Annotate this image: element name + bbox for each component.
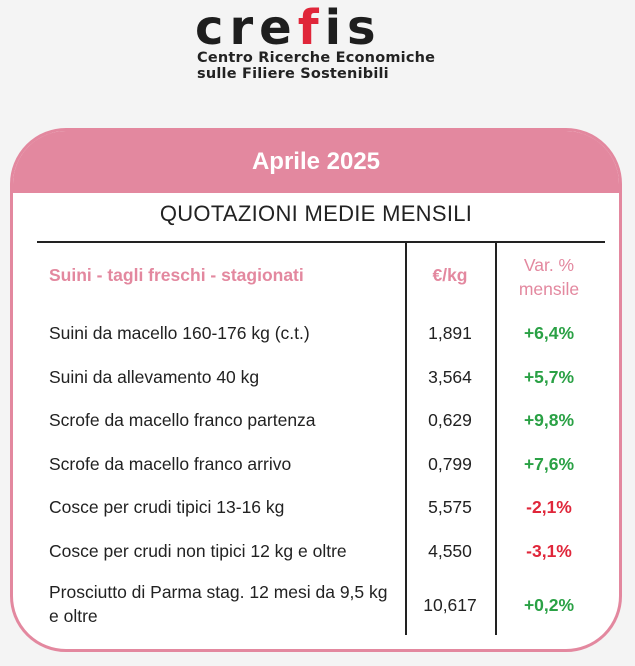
logo-wordmark-part-3: is [324,0,382,56]
row-1-name: Suini da macello 160-176 kg (c.t.) [49,323,310,343]
column-divider-price [405,241,407,635]
header-var-line-1: Var. % [523,255,575,275]
header-price: €/kg [432,265,468,285]
row-1-var: +6,4% [523,323,575,343]
header-var [499,253,599,301]
row-7-price: 10,617 [423,595,477,615]
row-6-price: 4,550 [428,541,472,561]
row-6-var: -3,1% [526,541,572,561]
row-2-price: 3,564 [428,367,472,387]
logo-wordmark [195,0,382,56]
row-3-price: 0,629 [428,410,472,430]
row-5-name: Cosce per crudi tipici 13-16 kg [49,497,285,517]
row-4-var: +7,6% [523,454,575,474]
row-1-price: 1,891 [428,323,472,343]
row-6-name: Cosce per crudi non tipici 12 kg e oltre [49,541,347,561]
logo-subtitle-line-2: sulle Filiere Sostenibili [197,66,389,82]
header-var-line-2: mensile [518,279,580,299]
logo-wordmark-part-1: cre [195,0,298,56]
card-subtitle: QUOTAZIONI MEDIE MENSILI [159,201,473,226]
logo-subtitle [197,50,435,82]
row-5-price: 5,575 [428,497,472,517]
row-7-name: Prosciutto di Parma stag. 12 mesi da 9,5 kg e oltre [49,582,388,626]
crefis-logo [195,0,445,86]
table-header-rule [37,241,605,243]
logo-subtitle-line-1: Centro Ricerche Economiche [197,50,436,66]
row-3-name: Scrofe da macello franco partenza [49,410,316,430]
row-4-price: 0,799 [428,454,472,474]
row-3-var: +9,8% [523,410,575,430]
column-divider-var [495,241,497,635]
row-2-name: Suini da allevamento 40 kg [49,367,260,387]
row-2-var: +5,7% [523,367,575,387]
logo-wordmark-part-2: f [297,0,325,56]
header-name: Suini - tagli freschi - stagionati [49,265,304,285]
card-header-title: Aprile 2025 [13,131,619,193]
row-7-var: +0,2% [523,595,575,615]
row-4-name: Scrofe da macello franco arrivo [49,454,292,474]
quotations-card [10,128,622,652]
row-5-var: -2,1% [526,497,572,517]
